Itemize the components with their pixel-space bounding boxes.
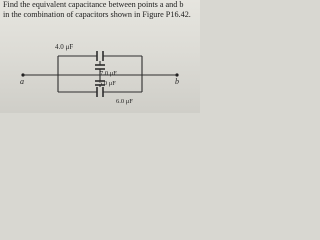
problem-line-2: in the combination of capacitors shown in Figure P16.42. — [3, 10, 191, 19]
capacitor-top-label: 4.0 μF — [55, 43, 74, 51]
capacitor-bottom-label: 6.0 μF — [116, 98, 133, 105]
capacitor-middle-lower-label: 5.0 μF — [99, 80, 116, 87]
capacitor-middle-upper-label: 7.0 μF — [100, 70, 117, 77]
point-a-label: a — [20, 77, 24, 86]
problem-line-1: Find the equivalent capacitance between points a and b — [3, 0, 184, 9]
point-b-label: b — [175, 77, 179, 86]
textbook-page — [0, 0, 200, 113]
capacitor-circuit-diagram — [0, 0, 200, 113]
